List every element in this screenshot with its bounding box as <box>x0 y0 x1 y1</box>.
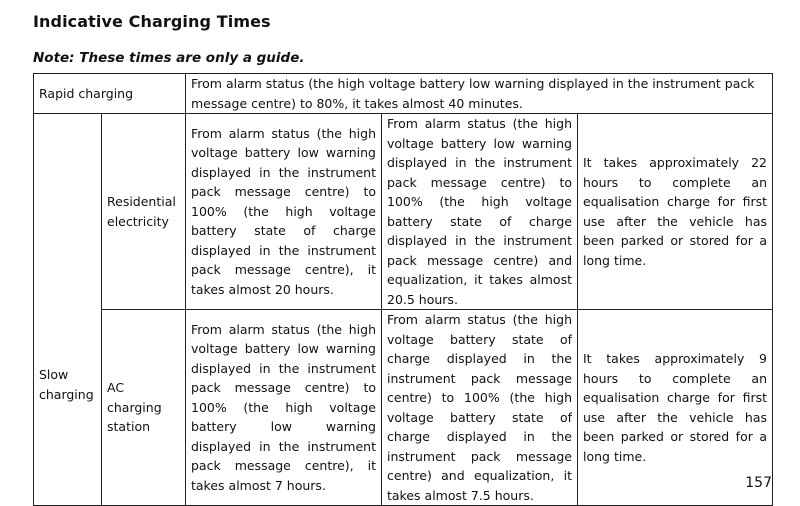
ac-station-row <box>34 310 773 506</box>
guide-note: Note: These times are only a guide. <box>33 50 305 66</box>
ac-equalization-text: From alarm status (the high voltage battery state of charge displayed in the instrument pack message centre) to 100% (the high voltage battery state of charge displayed in the instrument pack message centre) and equalization, it takes almost 7.5 hours. <box>382 310 578 506</box>
rapid-charging-label: Rapid charging <box>34 74 186 114</box>
rapid-charging-row <box>34 74 773 114</box>
ac-first-use-text: It takes approximately 9 hours to complete an equalisation charge for first use after the vehicle has been parked or stored for a long time. <box>578 310 773 506</box>
residential-label: Residential electricity <box>102 114 186 310</box>
residential-row <box>34 114 773 310</box>
rapid-charging-text: From alarm status (the high voltage battery low warning displayed in the instrument pack message centre) to 80%, it takes almost 40 minutes. <box>186 74 773 114</box>
residential-equalization-text: From alarm status (the high voltage battery low warning displayed in the instrument pack message centre) to 100% (the high voltage battery state of charge displayed in the instrument pack message centre) and equalization, it takes almost 20.5 hours. <box>382 114 578 310</box>
ac-station-label: AC charging station <box>102 310 186 506</box>
ac-full-charge-text: From alarm status (the high voltage battery low warning displayed in the instrument pack message centre) to 100% (the high voltage battery low warning displayed in the instrument pack message centre), it takes almost 7 hours. <box>186 310 382 506</box>
page-number: 157 <box>745 475 772 491</box>
residential-full-charge-text: From alarm status (the high voltage battery low warning displayed in the instrument pack message centre) to 100% (the high voltage battery state of charge displayed in the instrument pack message centre), it takes almost 20 hours. <box>186 114 382 310</box>
slow-charging-label: Slow charging <box>34 114 102 506</box>
page-title: Indicative Charging Times <box>33 12 271 31</box>
residential-first-use-text: It takes approximately 22 hours to complete an equalisation charge for first use after the vehicle has been parked or stored for a long time. <box>578 114 773 310</box>
charging-times-table <box>33 73 773 506</box>
